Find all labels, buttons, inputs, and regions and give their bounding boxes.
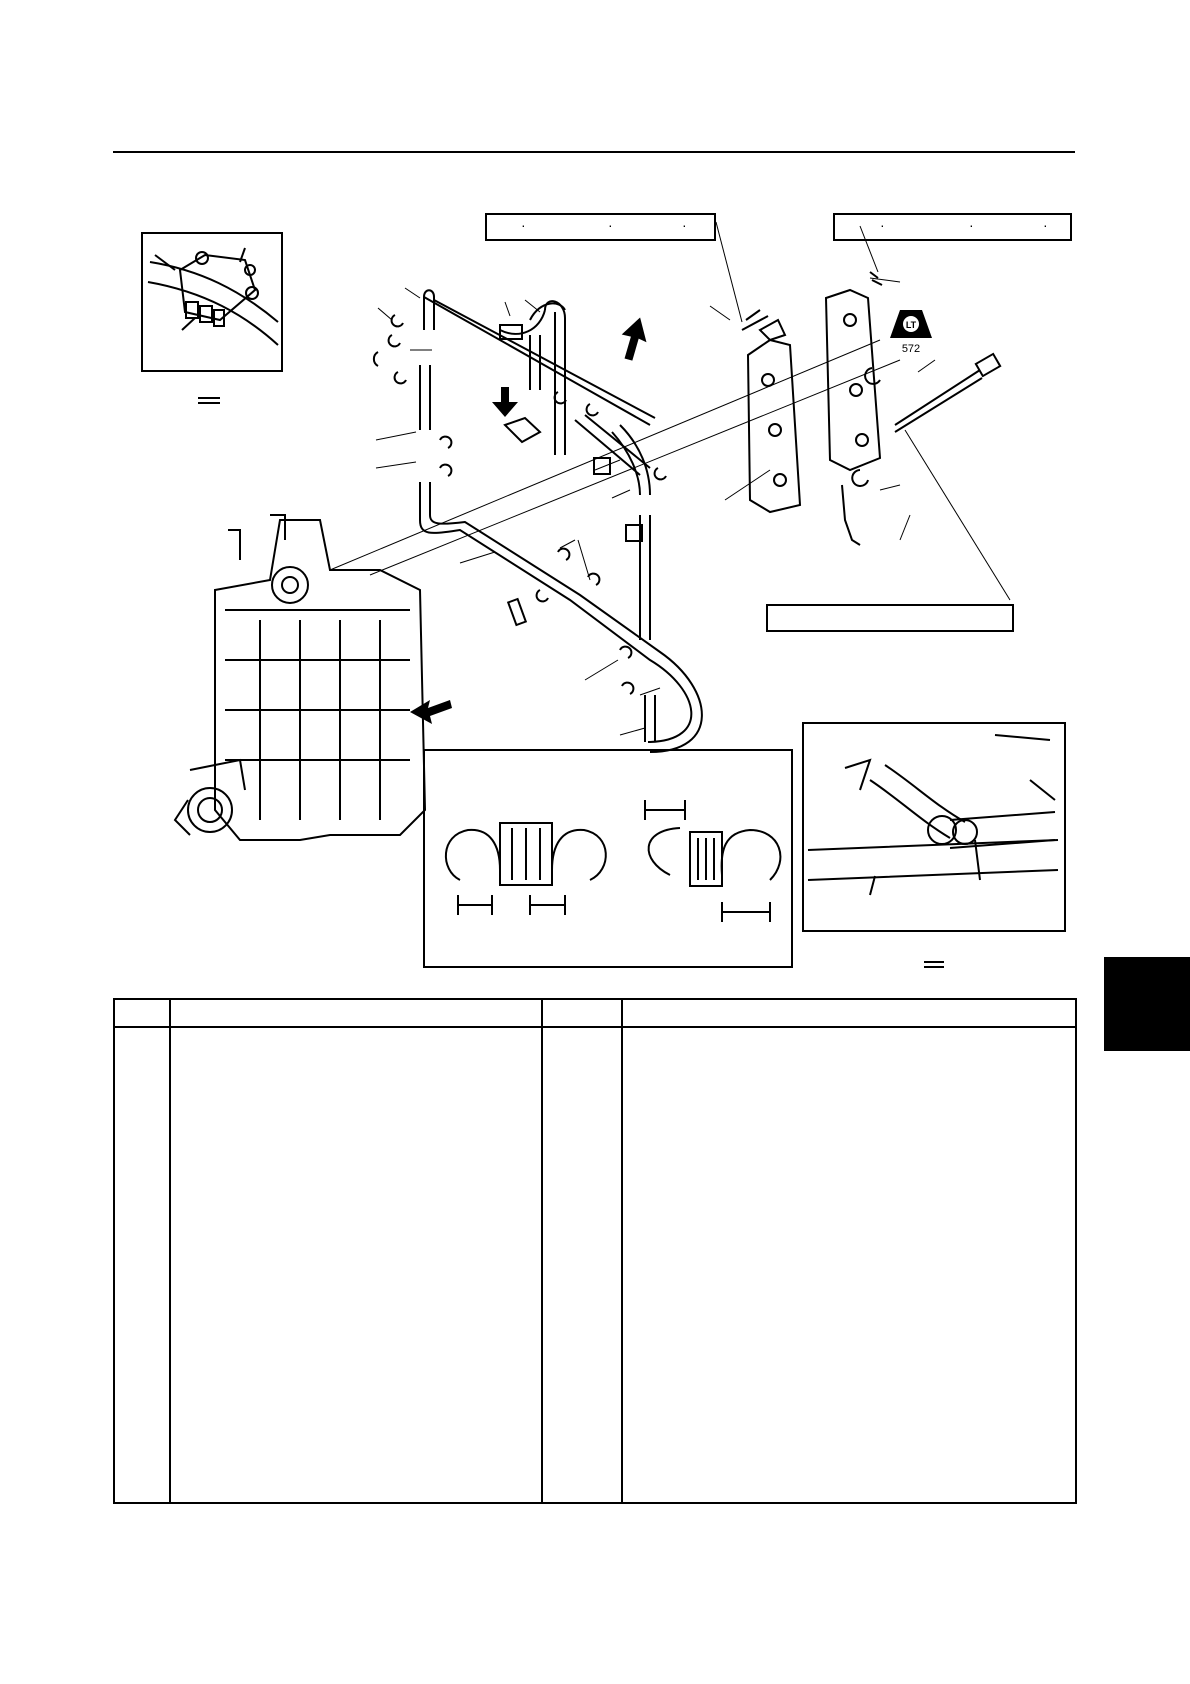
col-header-qty: [542, 999, 622, 1027]
parts-table: [113, 998, 1077, 1504]
lt-code-text: 572: [901, 343, 921, 355]
inset-hoses-drawing: [808, 735, 1058, 895]
inset-clips-drawing: [446, 800, 781, 922]
callout-dot: ·: [880, 217, 885, 233]
engine-block: [175, 515, 425, 840]
equals-mark-icon: [198, 398, 944, 967]
col-header-remarks: [622, 999, 1076, 1027]
cell-no: [114, 1027, 170, 1503]
cell-qty: [542, 1027, 622, 1503]
table-row: [114, 1027, 1076, 1503]
cell-remarks: [622, 1027, 1076, 1503]
hose-lines: [420, 290, 702, 752]
callout-dot: ·: [682, 217, 687, 233]
arrow-left-icon: [410, 700, 452, 724]
callout-dot: ·: [608, 217, 613, 233]
lt-sealant-icon: [890, 310, 932, 355]
table-header-row: [114, 999, 1076, 1027]
leader-lines: [330, 222, 1010, 735]
callout-dot: ·: [1043, 217, 1048, 233]
arrow-down-icon: [492, 387, 518, 417]
inset-topleft-drawing: [148, 248, 278, 345]
col-header-no: [114, 999, 170, 1027]
arrow-upright-icon: [611, 317, 658, 364]
col-header-part-name: [170, 999, 542, 1027]
callout-dot: ·: [969, 217, 974, 233]
lt-badge-text: LT: [905, 320, 917, 330]
cell-part-name: [170, 1027, 542, 1503]
clips: [374, 315, 666, 694]
callout-dot: ·: [521, 217, 526, 233]
